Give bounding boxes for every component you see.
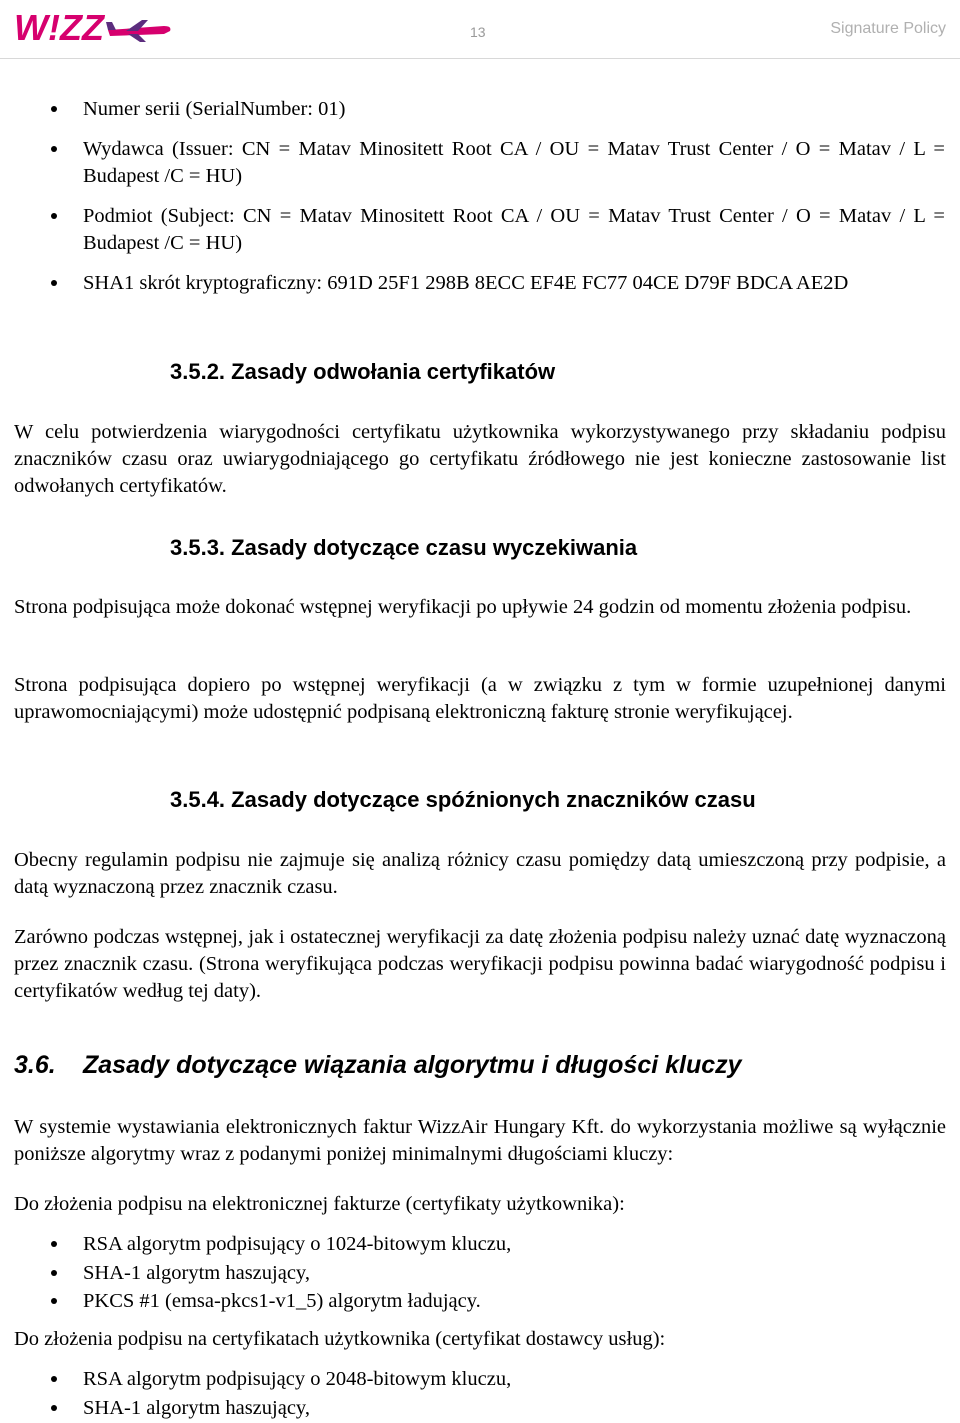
page-number: 13 bbox=[470, 24, 486, 40]
bullet-icon bbox=[51, 1270, 57, 1276]
section-heading-3-6: Zasady dotyczące wiązania algorytmu i długości kluczy bbox=[83, 1051, 742, 1079]
paragraph: Strona podpisująca dopiero po wstępnej weryfikacji (a w związku z tym w formie uzupełnionej danymi uprawomocniającymi) może udostępnić podpisaną elektroniczną fakturę stronie weryfikującej. bbox=[14, 674, 946, 723]
bullet-icon bbox=[51, 1241, 57, 1247]
paragraph: Do złożenia podpisu na elektronicznej fakturze (certyfikaty użytkownika): bbox=[14, 1193, 625, 1215]
bullet-icon bbox=[51, 280, 57, 286]
list-item: SHA-1 algorytm haszujący, bbox=[83, 1262, 310, 1284]
section-heading-3-5-2: 3.5.2. Zasady odwołania certyfikatów bbox=[170, 359, 556, 384]
bullet-icon bbox=[51, 213, 57, 219]
paragraph: Do złożenia podpisu na certyfikatach użytkownika (certyfikat dostawcy usług): bbox=[14, 1328, 666, 1350]
airplane-icon bbox=[106, 20, 170, 42]
logo-text: W!ZZ bbox=[14, 7, 104, 48]
paragraph: Zarówno podczas wstępnej, jak i ostatecznej weryfikacji za datę złożenia podpisu należy uznać datę wyznaczoną przez znacznik czasu. (Strona weryfikująca podczas weryfikacji podpisu powinna badać wiarygodność podpisu i certyfikatów według tej daty). bbox=[14, 926, 946, 1002]
bullet-icon bbox=[51, 1376, 57, 1382]
page-header bbox=[0, 0, 960, 60]
bullet-icon bbox=[51, 106, 57, 112]
paragraph: W systemie wystawiania elektronicznych faktur WizzAir Hungary Kft. do wykorzystania możliwe są wyłącznie poniższe algorytmy wraz z podanymi poniżej minimalnymi długościami kluczy: bbox=[14, 1116, 946, 1165]
section-heading-3-5-4: 3.5.4. Zasady dotyczące spóźnionych znaczników czasu bbox=[170, 787, 756, 812]
wizz-logo bbox=[14, 6, 174, 48]
list-item: Numer serii (SerialNumber: 01) bbox=[83, 98, 346, 120]
bullet-icon bbox=[51, 1405, 57, 1411]
list-item: Wydawca (Issuer: CN = Matav Minositett Root CA / OU = Matav Trust Center / O = Matav / L = Budapest /C = HU) bbox=[83, 138, 945, 187]
header-divider bbox=[0, 58, 960, 59]
list-item: RSA algorytm podpisujący o 1024-bitowym kluczu, bbox=[83, 1233, 512, 1255]
bullet-icon bbox=[51, 146, 57, 152]
section-number-3-6: 3.6. bbox=[14, 1051, 56, 1079]
list-item: Podmiot (Subject: CN = Matav Minositett Root CA / OU = Matav Trust Center / O = Matav / L = Budapest /C = HU) bbox=[83, 205, 945, 254]
bullet-icon bbox=[51, 1298, 57, 1304]
document-label: Signature Policy bbox=[830, 20, 946, 37]
paragraph: W celu potwierdzenia wiarygodności certyfikatu użytkownika wykorzystywanego przy składaniu podpisu znaczników czasu oraz uwiarygodniającego go certyfikatu źródłowego nie jest konieczne zastosowanie list odwołanych certyfikatów. bbox=[14, 421, 946, 497]
list-item: RSA algorytm podpisujący o 2048-bitowym kluczu, bbox=[83, 1368, 512, 1390]
section-heading-3-5-3: 3.5.3. Zasady dotyczące czasu wyczekiwania bbox=[170, 535, 638, 560]
paragraph: Obecny regulamin podpisu nie zajmuje się analizą różnicy czasu pomiędzy datą umieszczoną przy podpisie, a datą wyznaczoną przez znacznik czasu. bbox=[14, 849, 946, 898]
list-item: SHA-1 algorytm haszujący, bbox=[83, 1397, 310, 1419]
paragraph: Strona podpisująca może dokonać wstępnej weryfikacji po upływie 24 godzin od momentu złożenia podpisu. bbox=[14, 596, 912, 618]
list-item: PKCS #1 (emsa-pkcs1-v1_5) algorytm ładujący. bbox=[83, 1290, 481, 1312]
list-item: SHA1 skrót kryptograficzny: 691D 25F1 298B 8ECC EF4E FC77 04CE D79F BDCA AE2D bbox=[83, 272, 849, 294]
